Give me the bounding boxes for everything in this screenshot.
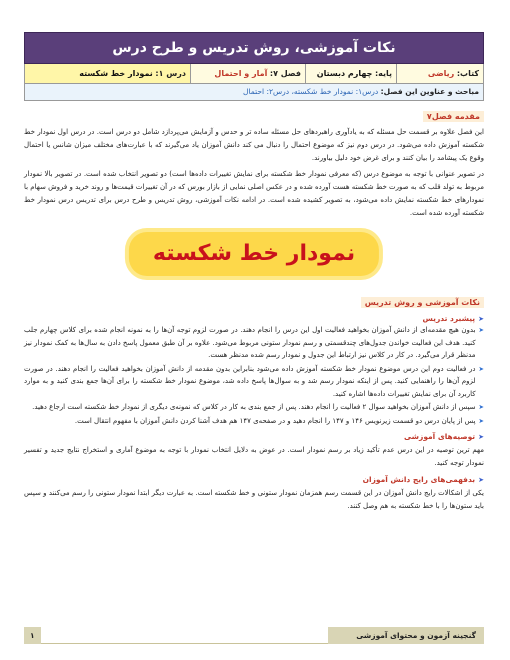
intro-paragraph-2: در تصویر عنوانی با توجه به موضوع درس (که معرفی نمودار خط شکسته برای نمایش تغییرات داده‌ها است) دو تصویر انتخاب شده است. در تصویر بالا نمودار مربوط به تولد قلب که به صورت خط شکسته هست آورده شده و در عکس اصلی نمایی از بازار بورس که در آن تغییرات قیمت‌ها و روند خرید و فروش سهام با نمودارهای خط شکسته نمایش داده می‌شود، به تصویر کشیده شده است. در ادامه نکات آموزشی، روش تدریس و طرح درس برای تدریس درس نمودار خط شکسته آورده شده است. [24,170,484,217]
lesson-banner: نمودار خط شکسته [129,232,379,276]
grade-cell [305,64,396,83]
list-item [24,324,484,362]
subheading-advice-label: توصیه‌های آموزشی [404,432,476,441]
book-value: ریاضی [427,69,455,78]
grade-value: چهارم دبستان [316,69,373,78]
lesson-info-row [24,64,484,84]
list-item-text: در فعالیت دوم این درس موضوع نمودار خط شکسته آموزش داده می‌شود بنابراین بدون مقدمه از دانش آموزان بخواهید فعالیت را انجام دهند. در صورت لزوم آن‌ها را راهنمایی کنید. پس از اینکه نمودار رسم شد و به سوال‌ها پاسخ داده شد، موضوع نمودار خط شکسته را برای آن‌ها جمع بندی کنید و به موارد کاربرد آن برای نمایش تغییرات داده‌ها اشاره کنید. [24,364,476,398]
page-footer [24,627,484,644]
bullet-icon: ➤ [478,403,484,411]
footer-divider [41,627,328,644]
list-item-text: سپس از دانش آموزان بخواهید سوال ۲ فعالیت را انجام دهند. پس از جمع بندی به کار در کلاس که نمونه‌ی دیگری از نمودار خط شکسته است ارجاع دهید. [32,403,476,411]
book-cell [396,64,483,83]
intro-paragraph-1: این فصل علاوه بر قسمت حل مسئله که به یادآوری راهبردهای حل مسئله ساده تر و حدس و آزمایش می‌پردازد شامل دو درس است. در درس اول نمودار خط شکسته آموزش داده می‌شود. در درس دوم نیز که موضوع احتمال را دنبال می کند دانش آموزان یاد می‌گیرند که با عبارت‌های مختلف میزان شانس یا احتمال وقوع یک پیشامد را بیان کنند و برای غرض خود دلیل بیاورند. [24,128,484,162]
bullet-icon: ➤ [478,416,484,425]
intro-heading: مقدمه فصل۷ [423,111,484,122]
topics-label: مباحث و عناوین این فصل: [380,87,479,96]
bullet-icon: ➤ [478,364,484,373]
list-item-text: پس از پایان درس دو قسمت زیرنویس ۱۴۶ و ۱۴۷ را انجام دهید و در صفحه‌ی ۱۴۷ هم هدف آشنا کردن دانش آموزان با مفهوم انتقال است. [74,416,476,425]
list-item [24,415,484,428]
footer-text: گنجینه آزمون و محتوای آموزشی [328,627,484,644]
lesson-banner-zone [24,232,484,290]
chapter-cell [190,64,305,83]
arrow-icon: ➤ [478,475,484,484]
grade-label: پایه: [374,69,392,78]
arrow-icon: ➤ [478,314,484,323]
page-title: نکات آموزشی، روش تدریس و طرح درس [24,32,484,64]
chapter-label: فصل ۷: [269,69,301,78]
misconceptions-paragraph: یکی از اشکالات رایج دانش آموزان در این قسمت رسم همزمان نمودار ستونی و خط شکسته است. به عبارت دیگر ابتدا نمودار ستونی را رسم می‌کنند و سپس باید ستون‌ها را با خط شکسته به هم وصل کنند. [24,489,484,510]
advice-paragraph: مهم ترین توصیه در این درس عدم تأکید زیاد بر رسم نمودار است. در عوض به دلایل انتخاب نمودار با توجه به موضوع آماری و استخراج نتایج جدید و تفسیر نمودار توجه کنید. [24,446,484,467]
lesson-label: درس ۱: [155,69,186,78]
lesson-value: نمودار خط شکسته [79,69,153,78]
chapter-value: آمار و احتمال [214,69,268,78]
subheading-advice [24,432,484,441]
subheading-misconceptions-label: بدفهمی‌های رایج دانش آموزان [362,475,476,484]
lesson-cell [25,64,190,83]
list-item-text: بدون هیچ مقدمه‌ای از دانش آموزان بخواهید فعالیت اول این درس را انجام دهند. در صورت لزوم توجه آن‌ها را به نمونه انجام شده برای کلاس چهارم جلب کنید. هدف این فعالیت خواندن جدول‌های چندقسمتی و رسم نمودار ستونی مربوط می‌شود. علاوه بر آن طبق معمول پاسخ دادن به سال‌ها به کمک نمودار نیز مدنظر قرار می‌گیرد. در کار در کلاس نیز ارتباط این جدول و نمودار رسم شده مدنظر هست. [24,326,476,359]
list-item [24,363,484,401]
subheading-progress-label: پیشبرد تدریس [422,314,476,323]
arrow-icon: ➤ [478,432,484,441]
bullet-icon: ➤ [478,326,484,334]
list-item [24,401,484,414]
teaching-heading: نکات آموزشی و روش تدریس [361,297,484,308]
page-number: ۱ [24,627,41,644]
book-label: کتاب: [456,69,479,78]
document-body [24,32,484,513]
topics-links[interactable]: درس۱: نمودار خط شکسته، درس۲: احتمال [243,87,379,96]
chapter-topics-row [24,84,484,101]
subheading-progress [24,314,484,323]
subheading-misconceptions [24,475,484,484]
